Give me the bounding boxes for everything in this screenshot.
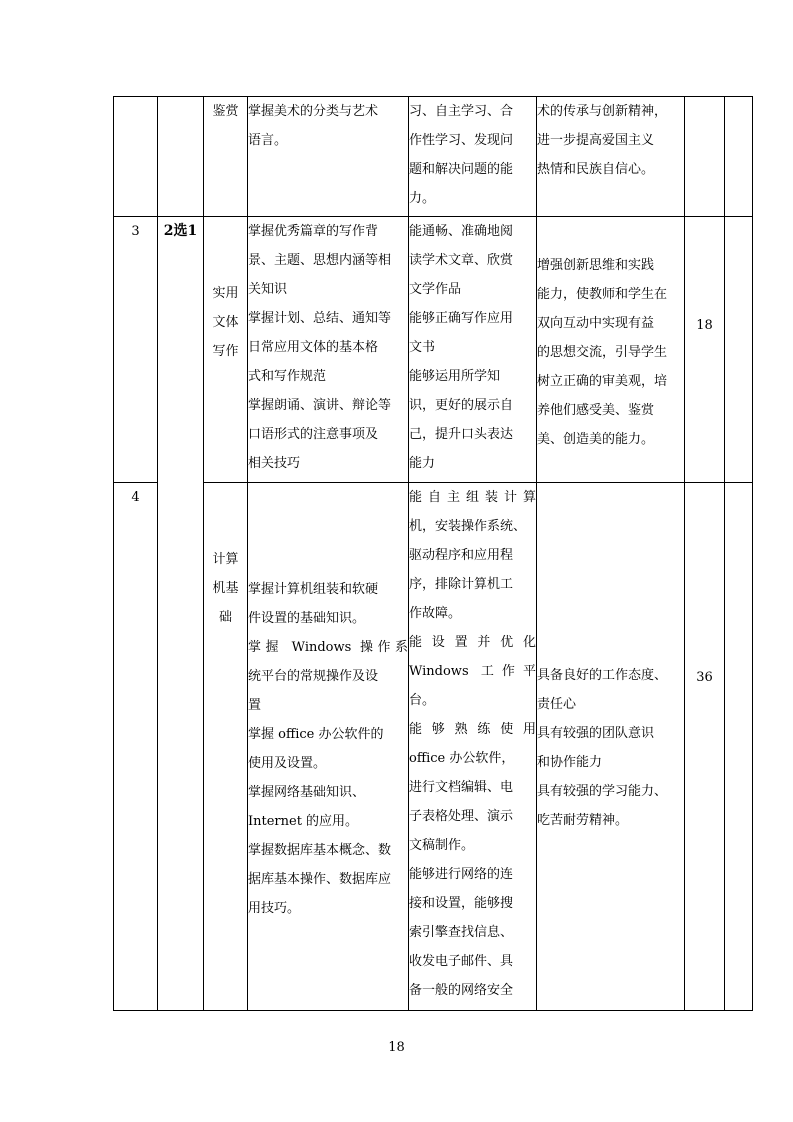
table-row <box>114 217 753 483</box>
table-row <box>114 97 753 217</box>
ability-line: 子表格处理、演示 <box>409 809 514 824</box>
curriculum-table <box>113 96 753 1011</box>
knowledge-line: 相关技巧 <box>248 456 301 471</box>
ability-line: 台。 <box>409 693 436 708</box>
table-row <box>114 483 753 1011</box>
quality-line: 吃苦耐劳精神。 <box>537 813 629 828</box>
knowledge-line: 掌握美术的分类与艺术 <box>248 104 379 119</box>
knowledge-line: 掌握计划、总结、通知等 <box>248 311 392 326</box>
knowledge-line: 用技巧。 <box>248 901 301 916</box>
ability-line: office 办公软件， <box>409 751 515 766</box>
ability-line: 识，更好的展示自 <box>409 398 514 413</box>
knowledge-cell <box>248 483 409 1011</box>
ability-line: 能够正确写作应用 <box>409 311 514 326</box>
hours-cell <box>685 483 725 1011</box>
row-number: 4 <box>131 490 140 505</box>
quality-line: 美、创造美的能力。 <box>537 432 655 447</box>
quality-cell <box>537 217 685 483</box>
ability-line: 文学作品 <box>409 282 462 297</box>
ability-line: 进行文档编辑、电 <box>409 780 514 795</box>
module-name: 文体 <box>212 315 239 330</box>
row-number-cell <box>114 483 158 1011</box>
ability-line: 文书 <box>409 340 436 355</box>
knowledge-cell <box>248 217 409 483</box>
quality-line: 双向互动中实现有益 <box>537 316 655 331</box>
module-name: 鉴赏 <box>212 104 239 119</box>
ability-line: 备一般的网络安全 <box>409 983 514 998</box>
module-name-cell <box>204 217 248 483</box>
module-name-cell <box>204 97 248 217</box>
remarks-cell <box>725 97 753 217</box>
module-name: 础 <box>218 610 232 625</box>
knowledge-line: 关知识 <box>248 282 288 297</box>
ability-line: 驱动程序和应用程 <box>409 548 514 563</box>
selection-label: 2选1 <box>163 223 198 239</box>
row-number-cell <box>114 97 158 217</box>
ability-line: 读学术文章、欣赏 <box>409 253 514 268</box>
quality-line: 能力，使教师和学生在 <box>537 287 668 302</box>
ability-cell <box>409 483 537 1011</box>
module-name: 实用 <box>212 286 239 301</box>
quality-cell <box>537 97 685 217</box>
ability-line: 索引擎查找信息、 <box>409 925 514 940</box>
hours-value: 36 <box>696 670 713 685</box>
quality-line: 责任心 <box>537 697 577 712</box>
ability-line: 能够进行网络的连 <box>409 867 514 882</box>
selection-cell <box>158 97 204 217</box>
quality-line: 具备良好的工作态度、 <box>537 668 668 683</box>
knowledge-line: 统平台的常规操作及设 <box>248 669 379 684</box>
knowledge-line: 掌握 office 办公软件的 <box>248 727 384 742</box>
quality-line: 术的传承与创新精神， <box>537 104 668 119</box>
ability-line: 作故障。 <box>409 606 462 621</box>
ability-line: 序，排除计算机工 <box>409 577 514 592</box>
knowledge-line: 件设置的基础知识。 <box>248 611 366 626</box>
page-number: 18 <box>388 1040 405 1055</box>
knowledge-line: 使用及设置。 <box>248 756 327 771</box>
remarks-cell <box>725 483 753 1011</box>
quality-line: 热情和民族自信心。 <box>537 162 655 177</box>
hours-cell <box>685 97 725 217</box>
knowledge-line: 日常应用文体的基本格 <box>248 340 379 355</box>
ability-line: 接和设置，能够搜 <box>409 896 514 911</box>
ability-line: 机，安装操作系统、 <box>409 519 527 534</box>
knowledge-line: 口语形式的注意事项及 <box>248 427 379 442</box>
quality-line: 进一步提高爱国主义 <box>537 133 655 148</box>
selection-cell <box>158 217 204 1011</box>
module-name-cell <box>204 483 248 1011</box>
ability-line: 能力 <box>409 456 436 471</box>
knowledge-line: 景、主题、思想内涵等相 <box>248 253 392 268</box>
knowledge-line: 掌握 Windows 操作系 <box>248 640 408 655</box>
ability-line: 题和解决问题的能 <box>409 162 514 177</box>
knowledge-line: Internet 的应用。 <box>248 814 359 829</box>
ability-line: 能够熟练使用 <box>409 722 536 737</box>
quality-line: 和协作能力 <box>537 755 603 770</box>
ability-line: 能设置并优化 <box>409 635 536 650</box>
knowledge-line: 据库基本操作、数据库应 <box>248 872 392 887</box>
quality-line: 的思想交流，引导学生 <box>537 345 668 360</box>
quality-line: 养他们感受美、鉴赏 <box>537 403 655 418</box>
ability-line: 收发电子邮件、具 <box>409 954 514 969</box>
ability-cell <box>409 97 537 217</box>
knowledge-line: 掌握计算机组装和软硬 <box>248 582 379 597</box>
ability-line: 力。 <box>409 191 436 206</box>
hours-cell <box>685 217 725 483</box>
module-name: 写作 <box>212 344 239 359</box>
quality-line: 增强创新思维和实践 <box>537 258 655 273</box>
module-name: 计算 <box>212 552 239 567</box>
ability-line: 习、自主学习、合 <box>409 104 514 119</box>
remarks-cell <box>725 217 753 483</box>
knowledge-line: 式和写作规范 <box>248 369 327 384</box>
knowledge-cell <box>248 97 409 217</box>
row-number-cell <box>114 217 158 483</box>
ability-line: 作性学习、发现问 <box>409 133 514 148</box>
quality-cell <box>537 483 685 1011</box>
knowledge-line: 语言。 <box>248 133 288 148</box>
ability-line: 己，提升口头表达 <box>409 427 514 442</box>
quality-line: 树立正确的审美观，培 <box>537 374 668 389</box>
quality-line: 具有较强的团队意识 <box>537 726 655 741</box>
module-name: 机基 <box>212 581 239 596</box>
knowledge-line: 掌握朗诵、演讲、辩论等 <box>248 398 392 413</box>
row-number: 3 <box>131 224 140 239</box>
knowledge-line: 掌握优秀篇章的写作背 <box>248 224 379 239</box>
hours-value: 18 <box>696 318 713 333</box>
knowledge-line: 掌握数据库基本概念、数 <box>248 843 392 858</box>
ability-cell <box>409 217 537 483</box>
ability-line: 文稿制作。 <box>409 838 475 853</box>
knowledge-line: 置 <box>248 698 262 713</box>
ability-line: Windows 工作平 <box>409 664 536 679</box>
knowledge-line: 掌握网络基础知识、 <box>248 785 366 800</box>
ability-line: 能够运用所学知 <box>409 369 501 384</box>
quality-line: 具有较强的学习能力、 <box>537 784 668 799</box>
ability-line: 能自主组装计算 <box>409 490 536 505</box>
ability-line: 能通畅、准确地阅 <box>409 224 514 239</box>
